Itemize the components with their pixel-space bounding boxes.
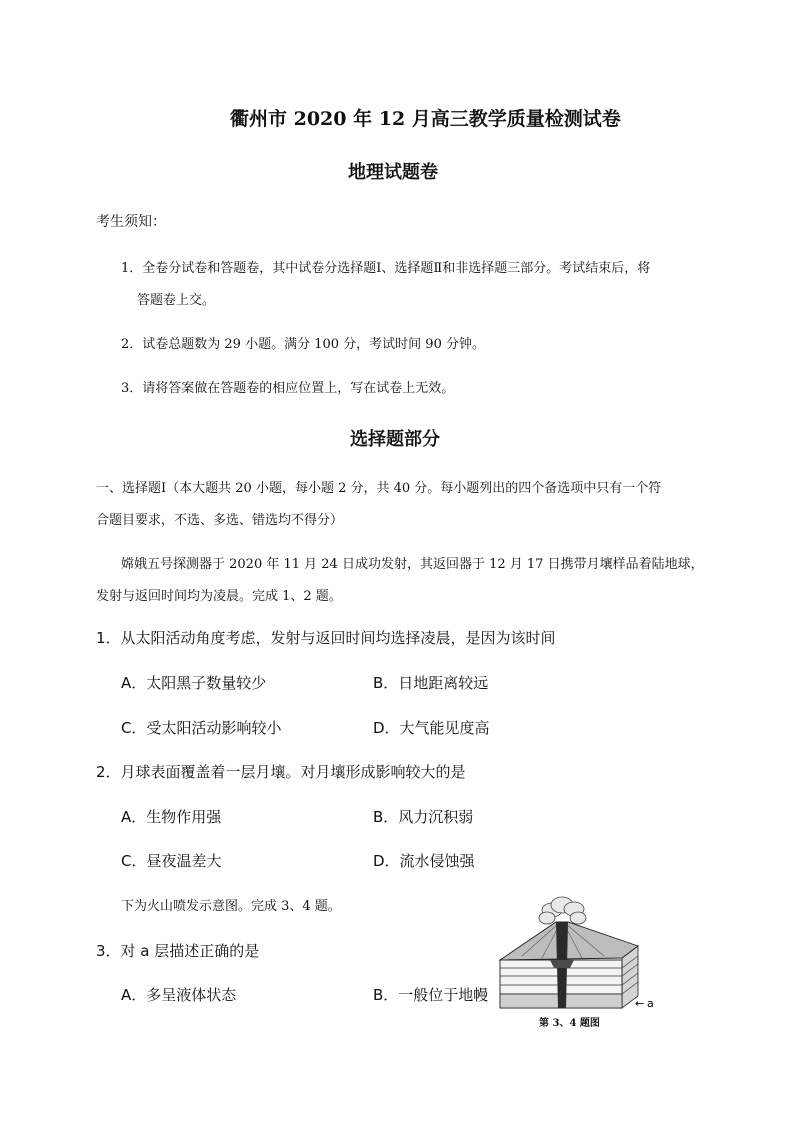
question-3-stem: 3．对 a 层描述正确的是: [96, 942, 260, 960]
question-2-option-a: A．生物作用强: [121, 808, 222, 826]
passage-chang-e-continued: 发射与返回时间均为凌晨。完成 1、2 题。: [96, 589, 342, 604]
notice-item-1: [121, 257, 650, 276]
exam-title: 衢州市 2020 年 12 月高三教学质量检测试卷: [230, 108, 621, 130]
passage-chang-e: 嫦娥五号探测器于 2020 年 11 月 24 日成功发射，其返回器于 12 月 17 日携带月壤样品着陆地球，: [121, 557, 704, 572]
notice-item-text: 请将答案做在答题卷的相应位置上，写在试卷上无效。: [142, 381, 455, 396]
question-1-stem: 1．从太阳活动角度考虑，发射与返回时间均选择凌晨，是因为该时间: [96, 629, 556, 647]
notice-item-number: 2．: [121, 337, 143, 352]
question-2-option-b: B．风力沉积弱: [373, 808, 474, 826]
ash-cloud: [539, 897, 586, 924]
figure-caption: 第 3、4 题图: [539, 1018, 600, 1029]
question-1-option-b: B．日地距离较远: [373, 674, 489, 692]
question-1-option-a: A．太阳黑子数量较少: [121, 674, 267, 692]
notice-item-3: [121, 377, 454, 396]
notice-item-number: 1．: [121, 261, 143, 276]
notice-item-number: 3．: [121, 381, 143, 396]
question-2-stem: 2．月球表面覆盖着一层月壤。对月壤形成影响较大的是: [96, 763, 466, 781]
section-intro: 一、选择题Ⅰ（本大题共 20 小题，每小题 2 分，共 40 分。每小题列出的四个备选项中只有一个符: [96, 481, 662, 496]
volcano-cone: [500, 922, 638, 960]
question-2-option-d: D．流水侵蚀强: [373, 852, 475, 870]
question-3-option-a: A．多呈液体状态: [121, 986, 237, 1004]
passage-volcano: 下为火山喷发示意图。完成 3、4 题。: [121, 899, 341, 914]
section-intro-continued: 合题目要求，不选、多选、错选均不得分）: [96, 513, 344, 528]
notice-item-text: 全卷分试卷和答题卷，其中试卷分选择题Ⅰ、选择题Ⅱ和非选择题三部分。考试结束后，将: [142, 261, 651, 276]
volcano-diagram: [492, 896, 662, 1014]
section-title: 选择题部分: [350, 429, 440, 450]
question-2-option-c: C．昼夜温差大: [121, 852, 222, 870]
notice-heading: 考生须知：: [96, 214, 166, 230]
question-1-option-d: D．大气能见度高: [373, 719, 490, 737]
question-1-option-c: C．受太阳活动影响较小: [121, 719, 282, 737]
notice-item-1-continued: 答题卷上交。: [137, 293, 216, 308]
notice-item-2: [121, 333, 485, 352]
layer-a-label: a: [647, 997, 654, 1010]
notice-item-text: 试卷总题数为 29 小题。满分 100 分，考试时间 90 分钟。: [142, 337, 485, 352]
paper-subtitle: 地理试题卷: [348, 162, 438, 183]
arrow-icon: ←: [635, 997, 645, 1010]
question-3-option-b: B．一般位于地幔: [373, 986, 489, 1004]
